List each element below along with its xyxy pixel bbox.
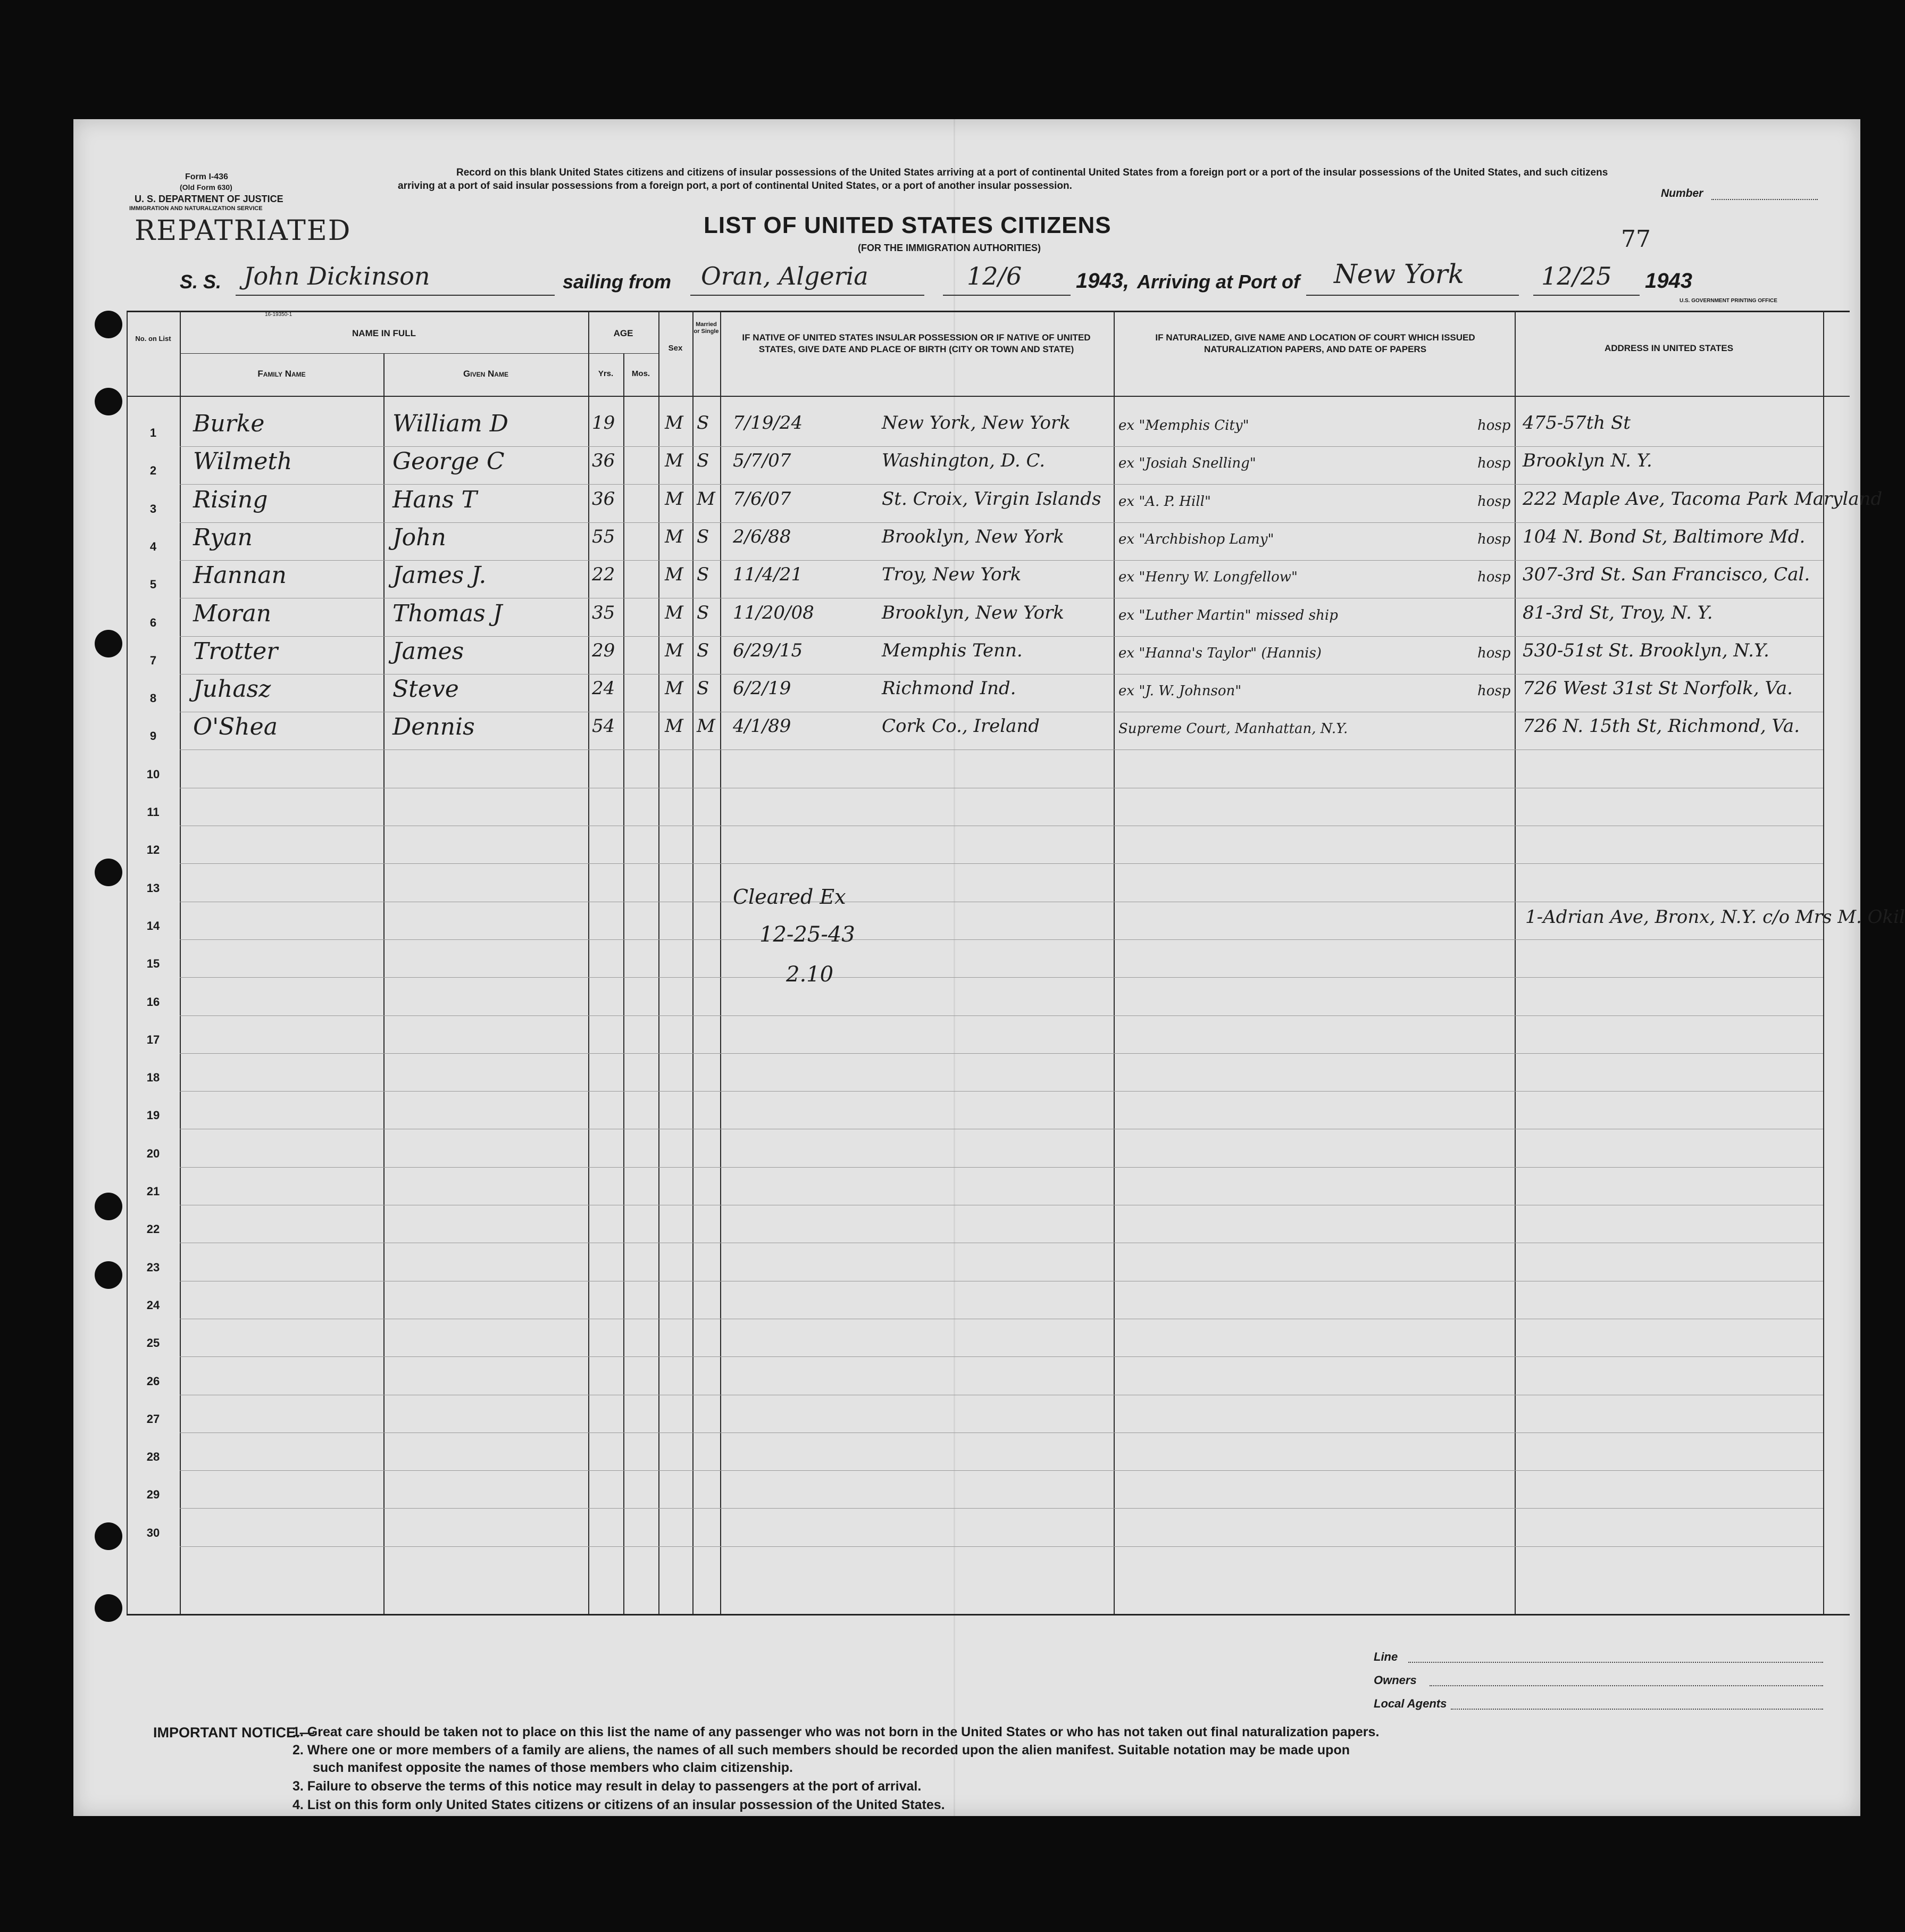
table-bottom-border [127, 1614, 1850, 1615]
row-line [180, 446, 1823, 447]
row-family: Juhasz [193, 676, 271, 703]
extra-address: 1-Adrian Ave, Bronx, N.Y. c/o Mrs M. Okil [1525, 906, 1905, 928]
row-birth-date: 6/2/19 [733, 678, 791, 699]
arrival-date-line [1533, 295, 1640, 296]
punch-hole [95, 1594, 122, 1622]
row-nat: ex "Hanna's Taylor" (Hannis) [1118, 645, 1322, 661]
row-nat-tag: hosp [1477, 683, 1511, 699]
notice-3: 3. Failure to observe the terms of this notice may result in delay to passengers at the port of arrival. [293, 1779, 922, 1794]
row-family: Ryan [193, 523, 253, 551]
row-number: 6 [149, 615, 157, 629]
row-number: 1 [149, 426, 157, 439]
col-age-months: Mos. [631, 369, 650, 378]
punch-hole [95, 1522, 122, 1550]
col-no-on-list: No. on List [135, 335, 171, 343]
number-line [1711, 199, 1818, 200]
col-address: ADDRESS IN UNITED STATES [1604, 343, 1734, 353]
row-birth-place: Troy, New York [882, 564, 1022, 586]
row-sex: M [665, 450, 683, 472]
row-addr: Brooklyn N. Y. [1523, 450, 1652, 472]
row-nat: ex "A. P. Hill" [1118, 493, 1211, 510]
row-yrs: 36 [592, 450, 615, 472]
row-ms: M [697, 715, 715, 737]
row-given: Hans T [392, 486, 477, 513]
row-nat: Supreme Court, Manhattan, N.Y. [1118, 721, 1348, 737]
row-family: Hannan [193, 562, 287, 589]
row-ms: S [697, 526, 709, 547]
row-number: 26 [146, 1374, 160, 1388]
row-addr: 222 Maple Ave, Tacoma Park Maryland [1523, 488, 1883, 510]
inspector-note-3: 2.10 [786, 962, 834, 987]
table-top-border [127, 311, 1850, 312]
sailing-from-label: sailing from [563, 271, 672, 293]
col-naturalized: IF NATURALIZED, GIVE NAME AND LOCATION OF COURT WHICH ISSUED NATURALIZATION PAPERS, AND DATE OF PAPERS [1155, 332, 1475, 354]
ship-prefix: S. S. [180, 271, 222, 293]
row-number: 21 [146, 1185, 160, 1198]
ship-name-line [236, 295, 555, 296]
col-age: AGE [613, 328, 633, 338]
row-line [180, 939, 1823, 940]
row-number: 3 [149, 502, 157, 515]
row-line [180, 1356, 1823, 1357]
owners-field [1430, 1685, 1823, 1686]
arrival-port-line [1306, 295, 1519, 296]
table-col-line [1515, 311, 1516, 1614]
printing-office: U.S. GOVERNMENT PRINTING OFFICE [1680, 298, 1777, 304]
row-sex: M [665, 639, 683, 661]
page-title: LIST OF UNITED STATES CITIZENS [704, 212, 1112, 238]
row-addr: 726 West 31st St Norfolk, Va. [1523, 678, 1793, 699]
row-nat: ex "Henry W. Longfellow" [1118, 569, 1298, 586]
row-addr: 475-57th St [1523, 412, 1631, 434]
row-yrs: 22 [592, 564, 615, 586]
notice-2: 2. Where one or more members of a family are aliens, the names of all such members should be recorded upon the alien manifest. Suitable notation may be made upon [293, 1743, 1350, 1758]
notice-heading: IMPORTANT NOTICE.— [153, 1725, 314, 1741]
row-line [180, 1470, 1823, 1471]
col-age-years: Yrs. [598, 369, 614, 378]
row-addr: 726 N. 15th St, Richmond, Va. [1523, 715, 1800, 737]
row-nat-tag: hosp [1477, 493, 1511, 510]
row-yrs: 36 [592, 488, 615, 510]
row-number: 25 [146, 1336, 160, 1350]
row-number: 11 [147, 805, 160, 819]
row-family: Wilmeth [193, 448, 293, 476]
row-nat: ex "Luther Martin" missed ship [1118, 607, 1338, 623]
row-number: 18 [146, 1071, 160, 1085]
row-line [180, 636, 1823, 637]
row-addr: 81-3rd St, Troy, N. Y. [1523, 602, 1713, 623]
row-line [180, 1053, 1823, 1054]
row-birth-place: Brooklyn, New York [882, 602, 1064, 623]
row-number: 13 [146, 881, 160, 895]
col-given-name: Given Name [463, 369, 508, 379]
row-nat-tag: hosp [1477, 645, 1511, 661]
page-fold [954, 119, 955, 1816]
row-birth-date: 5/7/07 [733, 450, 791, 472]
punch-hole [95, 630, 122, 657]
service: IMMIGRATION AND NATURALIZATION SERVICE [129, 205, 263, 212]
row-given: James [392, 637, 464, 665]
table-col-line [1114, 311, 1115, 1614]
row-number: 7 [149, 653, 157, 667]
page-subtitle: (FOR THE IMMIGRATION AUTHORITIES) [858, 243, 1041, 253]
form-code-top: 16-19350-1 [265, 312, 293, 318]
row-yrs: 24 [592, 678, 615, 699]
row-line [180, 1167, 1823, 1168]
col-family-name: Family Name [257, 369, 306, 379]
row-yrs: 29 [592, 639, 615, 661]
row-yrs: 35 [592, 602, 615, 623]
row-yrs: 19 [592, 412, 615, 434]
row-birth-date: 6/29/15 [733, 639, 803, 661]
row-nat-tag: hosp [1477, 418, 1511, 434]
row-given: Steve [392, 676, 459, 703]
row-nat-tag: hosp [1477, 455, 1511, 472]
row-nat: ex "J. W. Johnson" [1118, 683, 1242, 699]
row-number: 20 [146, 1146, 160, 1160]
list-number: 77 [1621, 226, 1651, 253]
row-nat-tag: hosp [1477, 569, 1511, 586]
punch-hole [95, 1261, 122, 1289]
sail-year: 1943, [1076, 269, 1130, 293]
notice-4: 4. List on this form only United States citizens or citizens of an insular possession of the United States. [293, 1797, 945, 1812]
row-number: 29 [146, 1488, 160, 1502]
owners-label: Owners [1374, 1673, 1417, 1687]
row-ms: S [697, 412, 709, 434]
row-given: William D [392, 410, 508, 437]
row-number: 30 [146, 1526, 160, 1539]
row-number: 10 [146, 767, 160, 781]
number-label: Number [1661, 187, 1703, 199]
row-addr: 307-3rd St. San Francisco, Cal. [1523, 564, 1810, 586]
row-given: John [392, 523, 446, 551]
table-col-line [588, 311, 589, 1614]
row-number: 23 [146, 1260, 160, 1274]
row-line [180, 560, 1823, 561]
row-given: Thomas J [392, 599, 503, 627]
col-married-single: Married or Single [694, 321, 719, 335]
row-line [180, 863, 1823, 864]
row-line [180, 1508, 1823, 1509]
arrival-date: 12/25 [1541, 262, 1612, 290]
row-birth-date: 7/6/07 [733, 488, 791, 510]
row-yrs: 55 [592, 526, 615, 547]
row-family: O'Shea [193, 713, 278, 741]
row-number: 9 [149, 729, 157, 743]
row-birth-place: Cork Co., Ireland [882, 715, 1040, 737]
row-ms: M [697, 488, 715, 510]
row-number: 15 [146, 957, 160, 971]
row-line [180, 1091, 1823, 1092]
inspector-note-1: Cleared Ex [733, 885, 846, 909]
row-ms: S [697, 678, 709, 699]
row-yrs: 54 [592, 715, 615, 737]
agents-field [1451, 1709, 1823, 1710]
table-col-line [720, 311, 721, 1614]
row-birth-place: Richmond Ind. [882, 678, 1016, 699]
row-number: 5 [149, 578, 157, 592]
table-col-line [383, 353, 385, 1614]
row-number: 4 [149, 539, 157, 553]
row-family: Trotter [193, 637, 278, 665]
row-addr: 530-51st St. Brooklyn, N.Y. [1523, 639, 1769, 661]
row-number: 24 [146, 1298, 160, 1312]
table-header-border [127, 396, 1850, 397]
row-birth-date: 11/4/21 [733, 564, 803, 586]
punch-hole [95, 388, 122, 415]
row-ms: S [697, 602, 709, 623]
row-number: 8 [149, 692, 157, 705]
row-given: James J. [392, 562, 487, 589]
row-nat: ex "Josiah Snelling" [1118, 455, 1256, 472]
row-sex: M [665, 602, 683, 623]
row-sex: M [665, 412, 683, 434]
form-number: Form I-436 [185, 172, 228, 181]
punch-hole [95, 859, 122, 886]
old-form-number: (Old Form 630) [180, 183, 232, 191]
row-birth-place: Brooklyn, New York [882, 526, 1064, 547]
repatriated-note: REPATRIATED [135, 215, 352, 247]
row-number: 22 [146, 1222, 160, 1236]
sailing-from-line [690, 295, 924, 296]
table-col-line [623, 353, 624, 1614]
row-sex: M [665, 678, 683, 699]
row-number: 2 [149, 464, 157, 478]
row-birth-date: 7/19/24 [733, 412, 803, 434]
sail-date-line [943, 295, 1071, 296]
row-number: 12 [146, 843, 160, 857]
row-birth-date: 4/1/89 [733, 715, 791, 737]
row-birth-place: St. Croix, Virgin Islands [882, 488, 1101, 510]
row-sex: M [665, 488, 683, 510]
row-line [180, 1015, 1823, 1016]
row-ms: S [697, 450, 709, 472]
row-birth-place: New York, New York [882, 412, 1071, 434]
line-label: Line [1374, 1650, 1398, 1663]
row-number: 14 [146, 919, 160, 932]
row-addr: 104 N. Bond St, Baltimore Md. [1523, 526, 1806, 547]
table-col-line [658, 311, 659, 1614]
subheader-line [180, 353, 658, 354]
ship-name: John Dickinson [244, 262, 430, 290]
notice-2-cont: such manifest opposite the names of those members who claim citizenship. [313, 1760, 793, 1775]
row-line [180, 484, 1823, 485]
row-given: Dennis [392, 713, 475, 741]
row-birth-place: Memphis Tenn. [882, 639, 1023, 661]
agents-label: Local Agents [1374, 1697, 1447, 1710]
row-number: 28 [146, 1450, 160, 1464]
row-family: Burke [193, 410, 265, 437]
row-sex: M [665, 715, 683, 737]
row-nat: ex "Archbishop Lamy" [1118, 531, 1274, 547]
inspector-note-2: 12-25-43 [759, 922, 855, 947]
instruction-text: Record on this blank United States citizens and citizens of insular possessions of the United States arriving at a port of continental United States from a foreign port or a port of the insular possessions of the United States, and such citizens arriving at a port of said insular possessions from a foreign port, a port of continental United States, or a port of another insular possession. [398, 167, 1608, 191]
arrival-year: 1943 [1645, 269, 1692, 293]
row-ms: S [697, 639, 709, 661]
row-line [180, 522, 1823, 523]
table-col-line [180, 311, 181, 1614]
row-ms: S [697, 564, 709, 586]
row-sex: M [665, 564, 683, 586]
row-number: 27 [146, 1412, 160, 1426]
row-number: 16 [146, 995, 160, 1009]
row-number: 17 [146, 1032, 160, 1046]
col-birth: IF NATIVE OF UNITED STATES INSULAR POSSESSION OR IF NATIVE OF UNITED STATES, GIVE DATE AND PLACE OF BIRTH (CITY OR TOWN AND STATE) [742, 332, 1091, 354]
row-sex: M [665, 526, 683, 547]
arriving-label: Arriving at Port of [1137, 271, 1300, 293]
row-birth-date: 11/20/08 [733, 602, 814, 623]
row-nat: ex "Memphis City" [1118, 418, 1249, 434]
row-family: Moran [193, 599, 272, 627]
row-line [180, 1546, 1823, 1547]
notice-1: 1. Great care should be taken not to place on this list the name of any passenger who was not born in the United States or who has not taken out final naturalization papers. [293, 1725, 1380, 1739]
table-col-line [692, 311, 694, 1614]
sail-date: 12/6 [967, 262, 1022, 290]
col-name-in-full: NAME IN FULL [352, 328, 416, 338]
row-birth-date: 2/6/88 [733, 526, 791, 547]
line-field [1408, 1662, 1823, 1663]
arrival-port: New York [1334, 259, 1464, 289]
row-line [180, 977, 1823, 978]
col-sex: Sex [668, 344, 683, 353]
sailing-from-port: Oran, Algeria [701, 262, 868, 290]
manifest-page [73, 119, 1905, 1816]
row-family: Rising [193, 486, 268, 513]
row-number: 19 [146, 1109, 160, 1122]
department: U. S. DEPARTMENT OF JUSTICE [135, 194, 283, 204]
row-nat-tag: hosp [1477, 531, 1511, 547]
punch-hole [95, 311, 122, 338]
row-birth-place: Washington, D. C. [882, 450, 1046, 472]
punch-hole [95, 1193, 122, 1220]
row-given: George C [392, 448, 505, 476]
